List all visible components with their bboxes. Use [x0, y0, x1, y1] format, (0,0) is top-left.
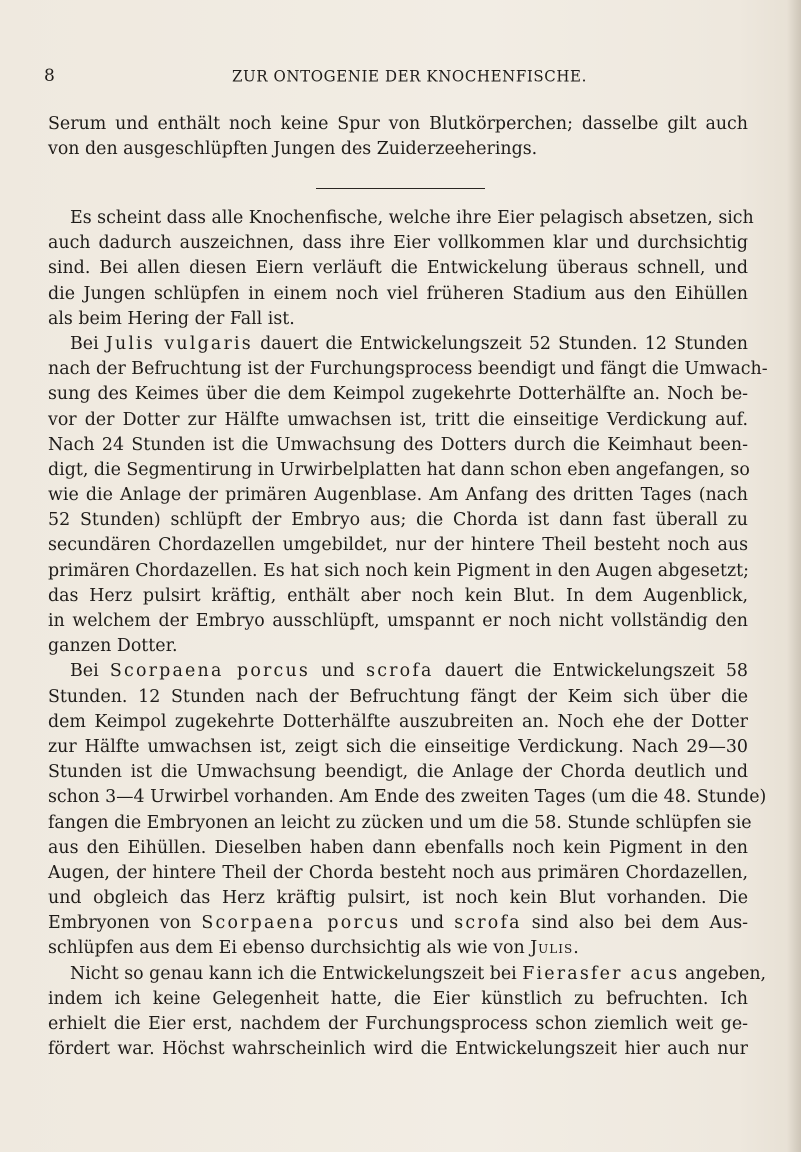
- text-line: auch dadurch auszeichnen, dass ihre Eier vollkommen klar und durchsichtig: [48, 233, 748, 254]
- text-line: digt, die Segmentirung in Urwirbelplatten hat dann schon eben angefangen, so: [48, 459, 750, 480]
- text-run: Bei: [70, 661, 110, 682]
- text-line: wie die Anlage der primären Augenblase. Am Anfang des dritten Tages (nach: [48, 485, 748, 506]
- text-run: sind also bei dem Aus-: [521, 913, 749, 934]
- text-run: Embryonen von: [48, 913, 202, 934]
- page-header: [0, 66, 801, 90]
- text-line: fangen die Embryonen an leicht zu zücken und um die 58. Stunde schlüpfen sie: [48, 812, 752, 833]
- text-line: erhielt die Eier erst, nachdem der Furchungsprocess schon ziemlich weit ge-: [48, 1014, 748, 1034]
- text-line: nach der Befruchtung ist der Furchungsprocess beendigt und fängt die Umwach-: [48, 359, 768, 380]
- text-line: Serum und enthält noch keine Spur von Blutkörperchen; dasselbe gilt auch: [48, 114, 748, 134]
- text-line: als beim Hering der Fall ist.: [48, 308, 295, 329]
- genus-name: Julis.: [530, 938, 580, 959]
- text-line: von den ausgeschlüpften Jungen des Zuiderzeeherings.: [48, 139, 538, 160]
- text-line: primären Chordazellen. Es hat sich noch kein Pigment in den Augen abgesetzt;: [48, 560, 749, 581]
- text-line: Augen, der hintere Theil der Chorda besteht noch aus primären Chordazellen,: [48, 862, 748, 883]
- text-line: 52 Stunden) schlüpft der Embryo aus; die Chorda ist dann fast überall zu: [48, 510, 748, 531]
- text-line: vor der Dotter zur Hälfte umwachsen ist, tritt die einseitige Verdickung auf.: [48, 409, 748, 430]
- text-line: [48, 936, 748, 961]
- text-run: Nicht so genau kann ich die Entwickelungszeit bei: [70, 963, 523, 984]
- text-line: zur Hälfte umwachsen ist, zeigt sich die einseitige Verdickung. Nach 29—30: [48, 736, 748, 757]
- text-line: aus den Eihüllen. Dieselben haben dann ebenfalls noch kein Pigment in den: [48, 837, 748, 858]
- text-line: Stunden ist die Umwachsung beendigt, die Anlage der Chorda deutlich und: [48, 762, 748, 783]
- species-name: Fierasfer acus: [522, 963, 680, 984]
- text-run: dauert die Entwickelungszeit 58: [433, 661, 748, 682]
- text-line: indem ich keine Gelegenheit hatte, die Eier künstlich zu befruchten. Ich: [48, 988, 748, 1009]
- text-run: angeben,: [679, 963, 767, 984]
- species-name: Julis vulgaris: [105, 333, 253, 354]
- text-line: das Herz pulsirt kräftig, enthält aber noch kein Blut. In dem Augenblick,: [48, 585, 748, 606]
- species-name: Scorpaena porcus: [109, 661, 310, 682]
- text-line: [48, 332, 748, 357]
- text-run: und: [309, 661, 367, 682]
- text-line: und obgleich das Herz kräftig pulsirt, ist noch kein Blut vorhanden. Die: [48, 888, 748, 909]
- text-line: [48, 911, 748, 936]
- text-line: [48, 962, 767, 987]
- text-line: [48, 659, 748, 684]
- text-line: in welchem der Embryo ausschlüpft, umspannt er noch nicht vollständig den: [48, 611, 748, 631]
- text-line: schon 3—4 Urwirbel vorhanden. Am Ende des zweiten Tages (um die 48. Stunde): [48, 787, 767, 808]
- species-name: Scorpaena porcus: [201, 913, 401, 934]
- species-name: scrofa: [366, 661, 434, 682]
- text-line: fördert war. Höchst wahrscheinlich wird die Entwickelungszeit hier auch nur: [48, 1039, 748, 1060]
- page-edge-shadow: [787, 0, 801, 1152]
- text-run: dauert die Entwickelungszeit 52 Stunden. 12 Stunden: [252, 333, 748, 354]
- running-title: ZUR ONTOGENIE DER KNOCHENFISCHE.: [232, 66, 587, 86]
- paragraph-continued: [48, 112, 748, 162]
- text-line: Nach 24 Stunden ist die Umwachsung des Dotters durch die Keimhaut been-: [48, 434, 748, 455]
- text-line: ganzen Dotter.: [48, 636, 178, 657]
- main-text: [48, 206, 768, 1062]
- text-line: die Jungen schlüpfen in einem noch viel früheren Stadium aus den Eihüllen: [48, 283, 748, 304]
- text-line: secundären Chordazellen umgebildet, nur der hintere Theil besteht noch aus: [48, 535, 748, 556]
- text-line: Es scheint dass alle Knochenfische, welche ihre Eier pelagisch absetzen, sich: [70, 208, 754, 228]
- species-name: scrofa: [454, 913, 522, 934]
- text-line: sind. Bei allen diesen Eiern verläuft die Entwickelung überaus schnell, und: [48, 258, 748, 279]
- text-run: und: [400, 913, 455, 934]
- text-line: sung des Keimes über die dem Keimpol zugekehrte Dotterhälfte an. Noch be-: [48, 384, 748, 405]
- section-divider: [316, 188, 485, 189]
- text-run: Bei: [70, 333, 106, 354]
- text-line: dem Keimpol zugekehrte Dotterhälfte auszubreiten an. Noch ehe der Dotter: [48, 711, 748, 732]
- text-run: schlüpfen aus dem Ei ebenso durchsichtig als wie von: [48, 938, 531, 959]
- page-number: 8: [44, 66, 56, 86]
- text-line: Stunden. 12 Stunden nach der Befruchtung fängt der Keim sich über die: [48, 686, 748, 707]
